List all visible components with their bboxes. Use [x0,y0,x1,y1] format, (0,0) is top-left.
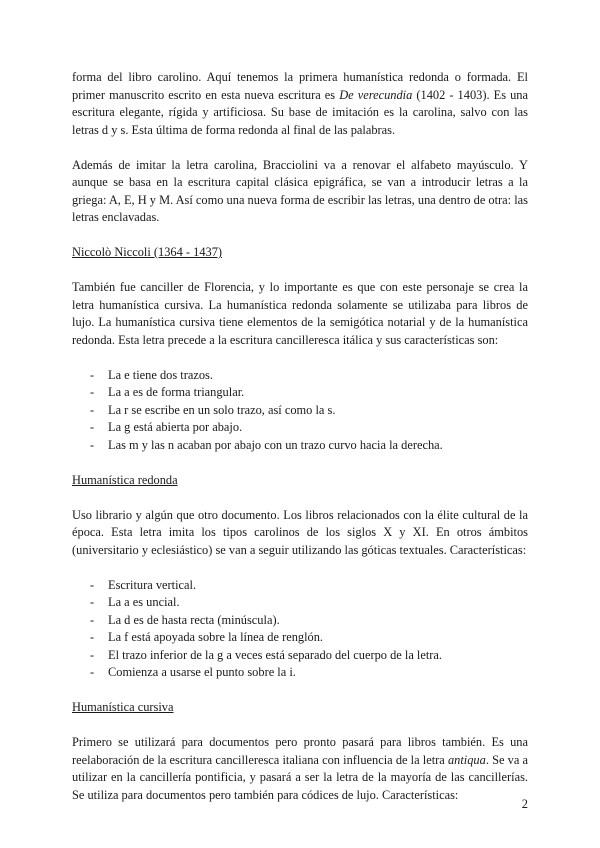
list-dash: - [90,577,95,592]
intro-text: forma del libro carolino. Aquí tenemos la primera humanística redonda o formada. El primer manuscrito escrito en esta nueva escritura es [72,70,528,102]
list-dash: - [90,402,95,417]
list-dash: - [90,647,95,662]
intro-paragraph-2: Además de imitar la letra carolina, Bracciolini va a renovar el alfabeto mayúsculo. Y aunque se basa en la escritura capital clásica epigráfica, se van a introducir letras a la griega: A, E, H y M. Así como una nueva forma de escribir las letras, una dentro de otra: las letras enclavadas. [72,157,528,224]
niccoli-paragraph: También fue canciller de Florencia, y lo importante es que con este personaje se crea la letra humanística cursiva. La humanística redonda solamente se utilizaba para libros de lujo. La humanística cursiva tiene elementos de la semigótica notarial y de la humanística redonda. Esta letra precede a la escritura cancilleresca itálica y sus características son: [72,280,528,347]
list-item: - La a es de forma triangular. [72,384,528,402]
list-dash: - [90,665,95,679]
section-heading-niccoli: Niccolò Niccoli (1364 - 1437) [72,245,223,259]
cursiva-paragraph [72,734,528,804]
intro-text: (1402 - 1403). Es una escritura elegante, rígida y artificiosa. Su base de imitación es la carolina, salvo con las letras d y s. Esta última de forma redonda al final de las palabras. [72,87,528,137]
list-item: - La f está apoyada sobre la línea de renglón. [72,629,528,647]
cursiva-italic-term: antiqua [447,752,486,767]
list-item: - La a es uncial. [72,594,528,612]
redonda-list [72,577,528,682]
list-item: - Comienza a usarse el punto sobre la i. [72,664,528,682]
list-dash: - [90,385,95,399]
list-item: - La g está abierta por abajo. [72,419,528,437]
list-dash: - [90,367,95,382]
intro-title-italic: De verecundia [339,87,413,102]
section-heading-redonda: Humanística redonda [72,472,178,487]
list-dash: - [90,630,95,644]
list-item: - Las m y las n acaban por abajo con un trazo curvo hacia la derecha. [72,437,528,455]
list-item: - Escritura vertical. [72,577,528,595]
page-content [72,69,528,804]
list-dash: - [90,437,95,452]
list-dash: - [90,420,95,434]
page-number: 2 [521,797,528,811]
list-item: - El trazo inferior de la g a veces está separado del cuerpo de la letra. [72,647,528,665]
redonda-paragraph: Uso librario y algún que otro documento. Los libros relacionados con la élite cultural de la época. Esta letra imita los tipos carolinos de los siglos X y XI. En otros ámbitos (universitario y eclesiástico) se van a seguir utilizando las góticas textuales. Características: [72,507,528,557]
niccoli-list [72,367,528,455]
cursiva-text: . Se va a utilizar en la cancillería pontificia, y pasará a ser la letra de la mayoría de las cancillerías. Se utiliza para documentos pero también para códices de lujo. Características: [72,752,528,802]
cursiva-text: Primero se utilizará para documentos pero pronto pasará para libros también. Es una reelaboración de la escritura cancilleresca italiana con influencia de la letra [72,735,528,767]
list-dash: - [90,612,95,627]
list-item: - La e tiene dos trazos. [72,367,528,385]
intro-paragraph-1 [72,69,528,139]
list-item: - La r se escribe en un solo trazo, así como la s. [72,402,528,420]
section-heading-cursiva: Humanística cursiva [72,700,174,714]
list-item: - La d es de hasta recta (minúscula). [72,612,528,630]
list-dash: - [90,595,95,609]
